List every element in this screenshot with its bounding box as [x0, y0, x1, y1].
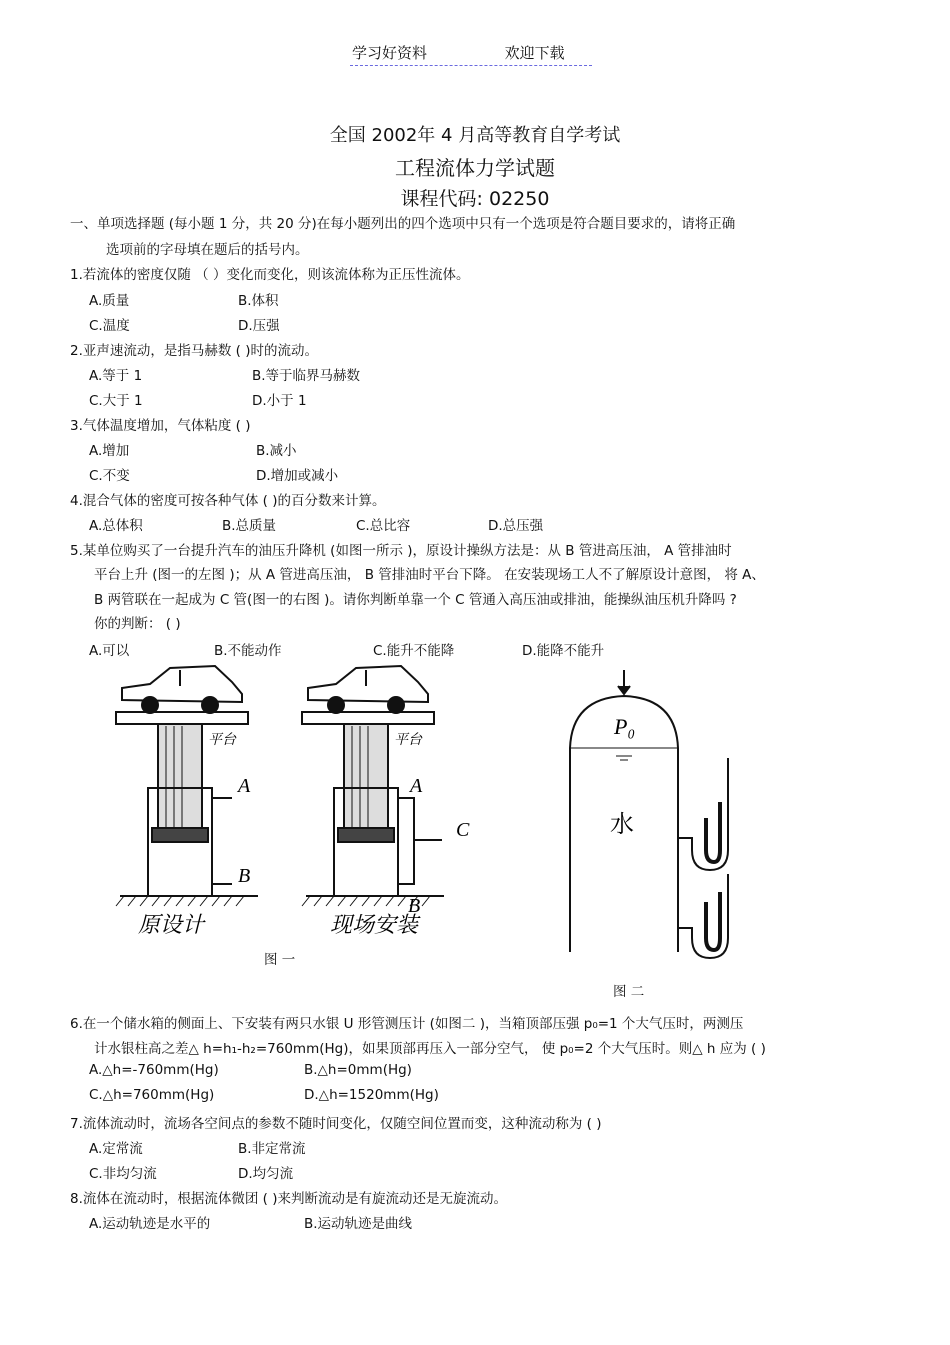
p0-label: P₀	[614, 714, 636, 739]
question-3: 3.气体温度增加，气体粘度 ( )	[70, 418, 251, 434]
exam-title: 全国 2002年 4 月高等教育自学考试	[329, 125, 621, 146]
q8-option-b: B.运动轨迹是曲线	[304, 1216, 413, 1232]
q7-option-a: A.定常流	[89, 1141, 143, 1157]
pipe-a-right: A	[410, 775, 423, 797]
question-5-line3: B 两管联在一起成为 C 管(图一的右图 )。请你判断单靠一个 C 管通入高压油或排油，能操纵油压机升降吗 ?	[94, 592, 737, 608]
pipe-b-left: B	[238, 865, 251, 887]
water-label: 水	[610, 812, 634, 838]
question-6-line2: 计水银柱高之差△ h=h₁-h₂=760mm(Hg)，如果顶部再压入一部分空气， 使 p₀=2 个大气压时。则△ h 应为 ( )	[94, 1041, 766, 1057]
figure-1-label: 图 一	[264, 952, 296, 968]
q5-option-a: A.可以	[89, 643, 130, 659]
pipe-b-right: B	[408, 895, 421, 917]
q1-option-c: C.温度	[89, 318, 130, 334]
q3-option-a: A.增加	[89, 443, 130, 459]
q1-option-a: A.质量	[89, 293, 130, 309]
page-header	[352, 42, 565, 63]
q5-option-c: C.能升不能降	[373, 643, 455, 659]
section-heading: 一、单项选择题 (每小题 1 分，共 20 分)在每小题列出的四个选项中只有一个选项是符合题目要求的，请将正确	[70, 216, 736, 232]
course-code: 课程代码: 02250	[400, 188, 550, 210]
q4-option-d: D.总压强	[488, 518, 544, 534]
q2-option-c: C.大于 1	[89, 393, 143, 409]
question-8: 8.流体在流动时，根据流体微团 ( )来判断流动是有旋流动还是无旋流动。	[70, 1191, 507, 1207]
q4-option-a: A.总体积	[89, 518, 143, 534]
question-6: 6.在一个储水箱的侧面上、下安装有两只水银 U 形管测压计 (如图二 )，当箱顶部压强 p₀=1 个大气压时，两测压	[70, 1016, 744, 1032]
question-5-line4: 你的判断： ( )	[94, 616, 181, 632]
q6-option-d: D.△h=1520mm(Hg)	[304, 1087, 439, 1103]
q1-option-d: D.压强	[238, 318, 280, 334]
platform-label-right: 平台	[394, 733, 422, 748]
question-1: 1.若流体的密度仅随 （ ）变化而变化，则该流体称为正压性流体。	[70, 267, 470, 283]
header-divider	[350, 65, 592, 66]
header-right: 欢迎下载	[504, 44, 565, 62]
q5-option-b: B.不能动作	[214, 643, 282, 659]
q4-option-b: B.总质量	[222, 518, 277, 534]
header-left: 学习好资料	[352, 44, 428, 62]
q4-option-c: C.总比容	[356, 518, 411, 534]
q7-option-b: B.非定常流	[238, 1141, 306, 1157]
figure-2	[552, 662, 752, 962]
q7-option-c: C.非均匀流	[89, 1166, 157, 1182]
q3-option-b: B.减小	[256, 443, 297, 459]
caption-original-design: 原设计	[138, 912, 205, 937]
figure-2-label: 图 二	[613, 984, 645, 1000]
question-5-line2: 平台上升 (图一的左图 )；从 A 管进高压油， B 管排油时平台下降。 在安装现场工人不了解原设计意图， 将 A、	[94, 567, 765, 583]
q6-option-a: A.△h=-760mm(Hg)	[89, 1062, 219, 1078]
caption-onsite-install: 现场安装	[330, 912, 419, 937]
q1-option-b: B.体积	[238, 293, 279, 309]
lift-onsite-install	[302, 666, 444, 906]
platform-label-left: 平台	[208, 733, 236, 748]
question-4: 4.混合气体的密度可按各种气体 ( )的百分数来计算。	[70, 493, 386, 509]
q5-option-d: D.能降不能升	[522, 643, 605, 659]
q7-option-d: D.均匀流	[238, 1166, 294, 1182]
q6-option-c: C.△h=760mm(Hg)	[89, 1087, 215, 1103]
q8-option-a: A.运动轨迹是水平的	[89, 1216, 211, 1232]
q2-option-b: B.等于临界马赫数	[252, 368, 361, 384]
question-2: 2.亚声速流动，是指马赫数 ( )时的流动。	[70, 343, 318, 359]
q2-option-a: A.等于 1	[89, 368, 143, 384]
pipe-a-left: A	[238, 775, 251, 797]
section-heading-cont: 选项前的字母填在题后的括号内。	[106, 242, 309, 258]
q3-option-d: D.增加或减小	[256, 468, 339, 484]
figure-1	[110, 660, 490, 960]
q3-option-c: C.不变	[89, 468, 130, 484]
lift-original-design	[116, 666, 258, 906]
question-7: 7.流体流动时，流场各空间点的参数不随时间变化，仅随空间位置而变，这种流动称为 ( )	[70, 1116, 602, 1132]
question-5: 5.某单位购买了一台提升汽车的油压升降机 (如图一所示 )，原设计操纵方法是：从 B 管进高压油， A 管排油时	[70, 543, 732, 559]
pipe-c-right: C	[456, 819, 470, 841]
q2-option-d: D.小于 1	[252, 393, 307, 409]
q6-option-b: B.△h=0mm(Hg)	[304, 1062, 412, 1078]
exam-subject: 工程流体力学试题	[395, 156, 555, 180]
